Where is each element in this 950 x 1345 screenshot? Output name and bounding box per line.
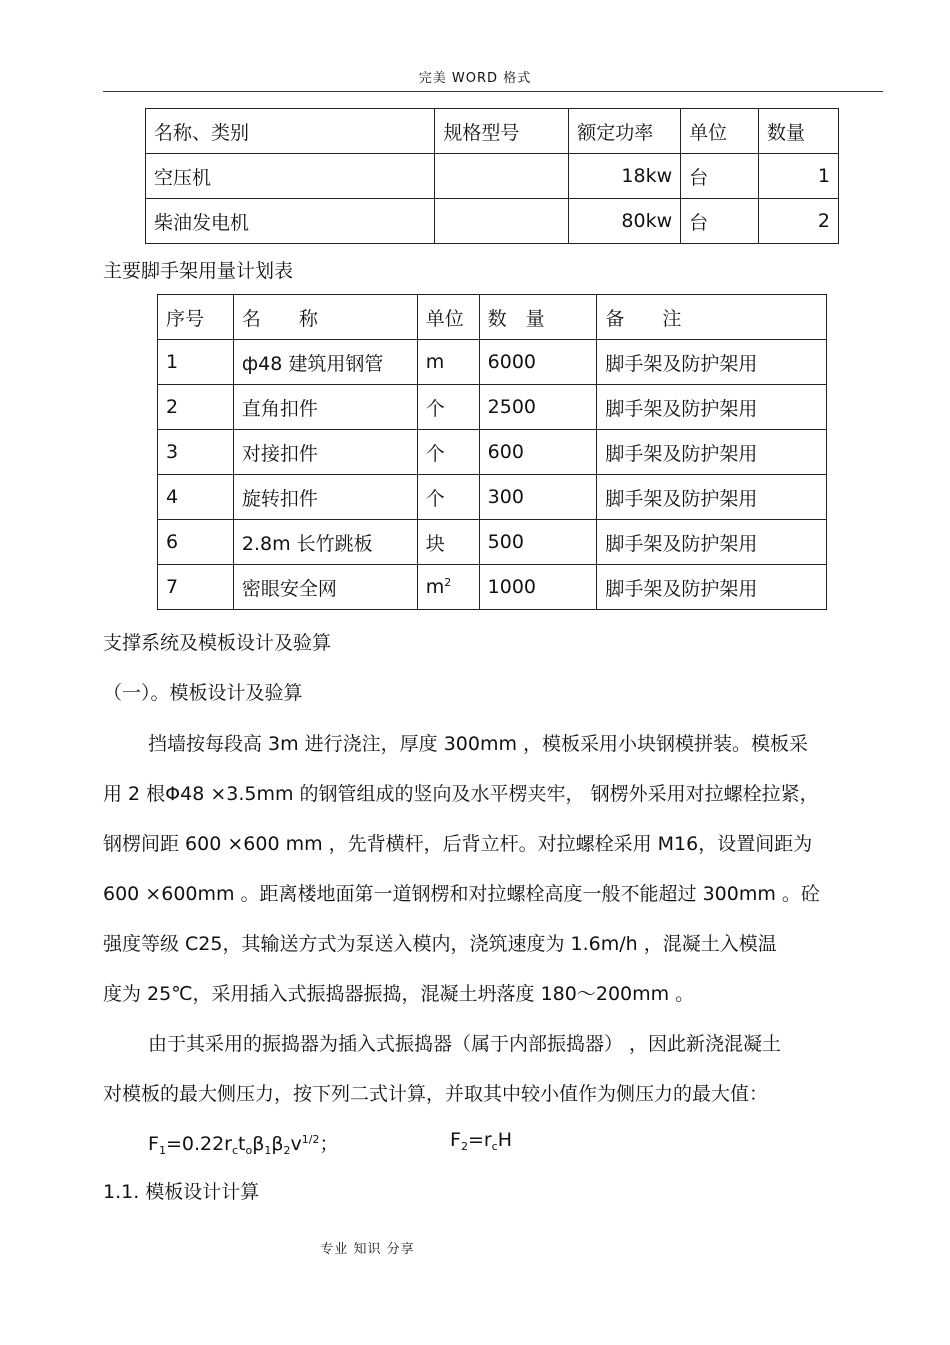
formula-text: F [148, 1133, 159, 1155]
table-cell: 2 [759, 199, 839, 244]
paragraph-line: 对模板的最大侧压力，按下列二式计算，并取其中较小值作为侧压力的最大值： [103, 1083, 769, 1105]
table-row [158, 430, 827, 475]
formula-f2 [450, 1129, 512, 1153]
table-cell: 个 [417, 385, 479, 430]
table-cell: 300 [479, 475, 597, 520]
table-cell: 1 [759, 154, 839, 199]
table-cell: 个 [417, 475, 479, 520]
table-header-cell: 数量 [759, 109, 839, 154]
heading-1-1: 1.1. 模板设计计算 [103, 1181, 260, 1203]
table-header-cell: 单位 [417, 295, 479, 340]
table-cell: 2 [158, 385, 234, 430]
paragraph-line: 600 ×600mm 。距离楼地面第一道钢楞和对拉螺栓高度一般不能超过 300mm 。砼 [103, 883, 820, 905]
page-footer: 专业 知识 分享 [320, 1242, 415, 1257]
table-header-cell: 数 量 [479, 295, 597, 340]
unit-superscript: 2 [444, 576, 452, 589]
table-cell: 80kw [569, 199, 681, 244]
table-cell: 脚手架及防护架用 [597, 385, 827, 430]
table-cell: 2.8m 长竹跳板 [233, 520, 417, 565]
table-cell: 3 [158, 430, 234, 475]
table-cell: 空压机 [146, 154, 435, 199]
table-header-cell: 备 注 [597, 295, 827, 340]
table-row [158, 565, 827, 610]
paragraph-line: 度为 25℃，采用插入式振捣器振捣，混凝土坍落度 180～200mm 。 [103, 983, 695, 1005]
subsection-title: （一）。模板设计及验算 [103, 682, 303, 704]
table-header-cell: 名 称 [233, 295, 417, 340]
table-header-cell: 规格型号 [435, 109, 569, 154]
table-cell: 4 [158, 475, 234, 520]
formula-text: =0.22r [165, 1133, 232, 1155]
table-cell: 块 [417, 520, 479, 565]
formula-text: t [238, 1133, 246, 1155]
equipment-table [145, 108, 839, 244]
unit-text: m [425, 576, 445, 598]
table-cell: 密眼安全网 [233, 565, 417, 610]
formula-text: β [271, 1133, 284, 1155]
table-cell: 个 [417, 430, 479, 475]
table-header-row [158, 295, 827, 340]
formula-f1 [148, 1129, 338, 1157]
table-cell: 柴油发电机 [146, 199, 435, 244]
table-row [146, 199, 839, 244]
table-cell: 500 [479, 520, 597, 565]
table-cell: 旋转扣件 [233, 475, 417, 520]
formula-sub: c [231, 1144, 239, 1157]
table-cell: 脚手架及防护架用 [597, 520, 827, 565]
table-cell: 1 [158, 340, 234, 385]
formula-text: ； [319, 1133, 339, 1155]
formula-text: =r [467, 1129, 492, 1151]
table-cell [435, 154, 569, 199]
paragraph-line: 挡墙按每段高 3m 进行浇注，厚度 300mm ，模板采用小块钢模拼装。模板采 [148, 733, 809, 755]
table-row [146, 154, 839, 199]
table-header-cell: 额定功率 [569, 109, 681, 154]
table-cell: 脚手架及防护架用 [597, 565, 827, 610]
table-cell: 600 [479, 430, 597, 475]
paragraph-line: 强度等级 C25，其输送方式为泵送入模内，浇筑速度为 1.6m/h ，混凝土入模温 [103, 933, 777, 955]
table-cell: 台 [681, 154, 759, 199]
formula-sub: 2 [460, 1140, 468, 1153]
table-header-cell: 名称、类别 [146, 109, 435, 154]
formula-sub: 2 [283, 1144, 291, 1157]
table-cell: 直角扣件 [233, 385, 417, 430]
table-cell: 6 [158, 520, 234, 565]
scaffold-table [157, 294, 827, 610]
formula-text: H [497, 1129, 513, 1151]
table-header-row [146, 109, 839, 154]
table-cell: 对接扣件 [233, 430, 417, 475]
page-header: 完美 WORD 格式 [418, 71, 532, 86]
table-cell: 6000 [479, 340, 597, 385]
table-row [158, 385, 827, 430]
table-cell: 台 [681, 199, 759, 244]
table-cell: 7 [158, 565, 234, 610]
paragraph-line: 用 2 根Φ48 ×3.5mm 的钢管组成的竖向及水平楞夹牢， 钢楞外采用对拉螺栓拉紧， [103, 783, 819, 805]
table-cell: 脚手架及防护架用 [597, 430, 827, 475]
table-cell [435, 199, 569, 244]
formula-sub: 1 [264, 1144, 272, 1157]
table-header-cell: 序号 [158, 295, 234, 340]
section-title: 支撑系统及模板设计及验算 [103, 632, 332, 654]
table-header-cell: 单位 [681, 109, 759, 154]
scaffold-table-title: 主要脚手架用量计划表 [103, 260, 294, 282]
formula-text: β [252, 1133, 265, 1155]
table-row [158, 340, 827, 385]
table-cell: 脚手架及防护架用 [597, 475, 827, 520]
table-cell: 2500 [479, 385, 597, 430]
formula-sup: 1/2 [301, 1133, 320, 1146]
paragraph-line: 由于其采用的振捣器为插入式振捣器（属于内部振捣器） ，因此新浇混凝土 [148, 1033, 782, 1055]
paragraph-line: 钢楞间距 600 ×600 mm ，先背横杆，后背立杆。对拉螺栓采用 M16，设置间距为 [103, 833, 813, 855]
formula-text: F [450, 1129, 461, 1151]
table-cell [417, 565, 479, 610]
table-cell: ф48 建筑用钢管 [233, 340, 417, 385]
table-cell: 18kw [569, 154, 681, 199]
table-cell: 1000 [479, 565, 597, 610]
formula-sub: c [491, 1140, 498, 1153]
formula-text: v [290, 1133, 302, 1155]
table-row [158, 520, 827, 565]
table-cell: m [417, 340, 479, 385]
table-cell: 脚手架及防护架用 [597, 340, 827, 385]
header-divider [103, 91, 883, 92]
formula-sub: o [245, 1144, 253, 1157]
formula-sub: 1 [158, 1144, 166, 1157]
table-row [158, 475, 827, 520]
